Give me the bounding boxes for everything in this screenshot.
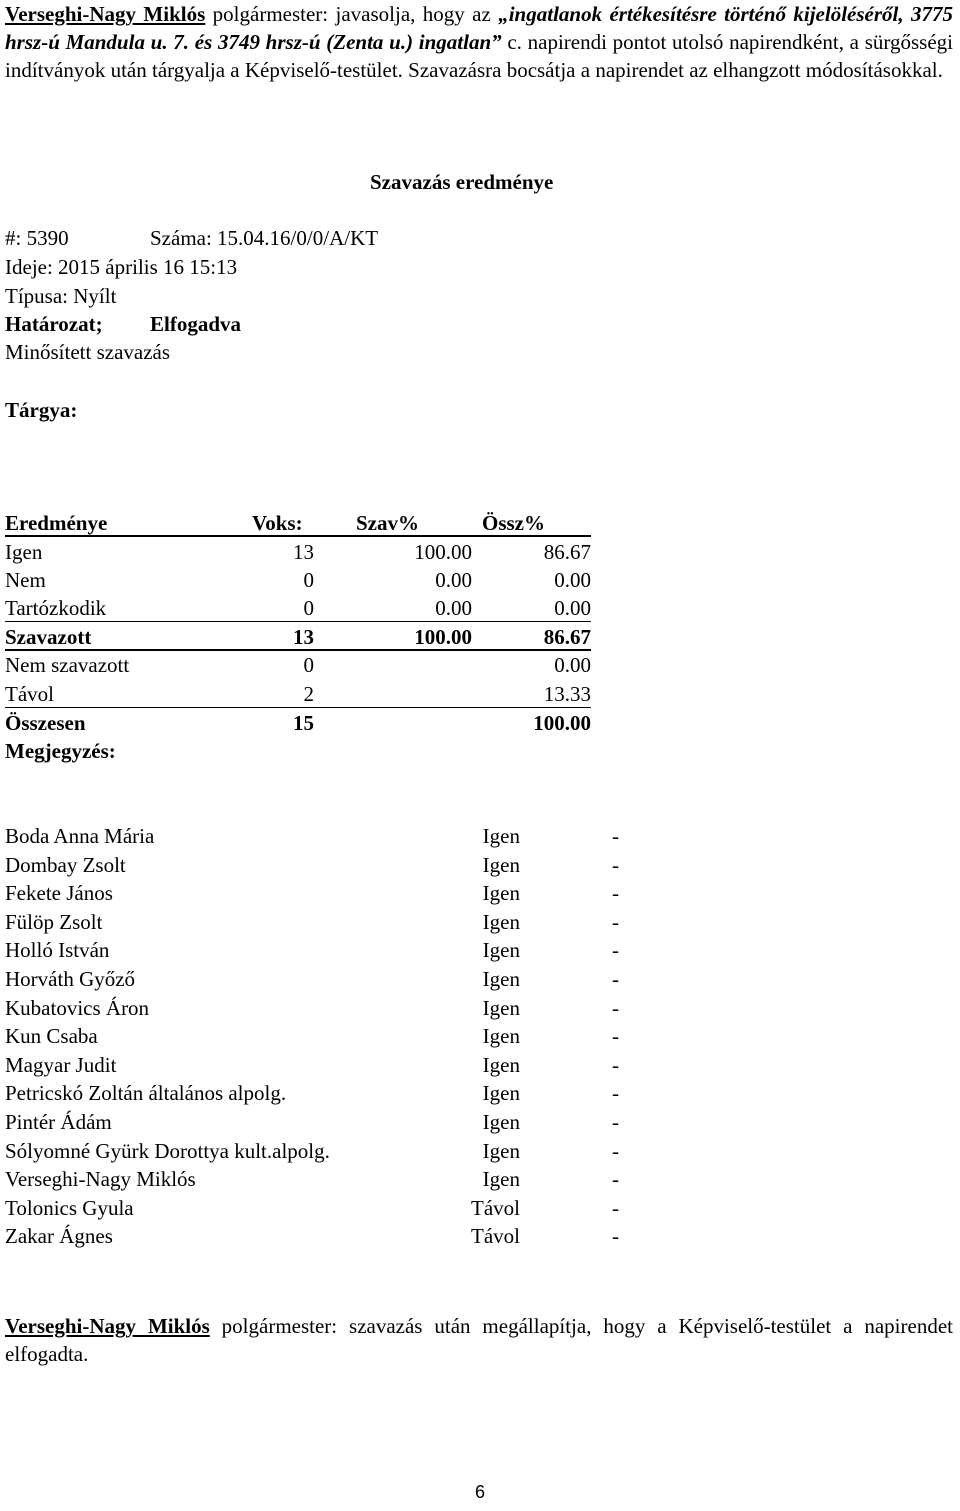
member-vote: Igen — [482, 967, 520, 991]
member-name: Holló István — [5, 938, 110, 962]
intro-rest: c. napirendi pontot utolsó napirendként, a sürgősségi indítványok után tárgyalja a Képviselő-testület. Szavazásra bocsátja a napirendet az elhangzott módosításokkal. — [5, 30, 953, 82]
row-label: Igen — [5, 540, 43, 564]
member-extra: - — [612, 996, 619, 1020]
row-ossz: 0.00 — [554, 596, 591, 620]
member-name: Tolonics Gyula — [5, 1196, 134, 1220]
vote-qualified: Minősített szavazás — [5, 340, 171, 364]
row-votes: 2 — [303, 682, 314, 706]
member-name: Verseghi-Nagy Miklós — [5, 1167, 196, 1191]
row-votes: 13 — [293, 540, 314, 564]
vote-id: #: 5390 — [5, 226, 69, 250]
member-name: Petricskó Zoltán általános alpolg. — [5, 1081, 287, 1105]
remarks-label: Megjegyzés: — [5, 739, 116, 763]
row-votes: 13 — [293, 625, 314, 649]
header-underline — [5, 535, 591, 537]
member-name: Boda Anna Mária — [5, 824, 155, 848]
row-votes: 0 — [303, 568, 314, 592]
member-extra: - — [612, 967, 619, 991]
row-label: Szavazott — [5, 625, 92, 649]
member-extra: - — [612, 824, 619, 848]
row-label: Nem — [5, 568, 46, 592]
vote-subject-label: Tárgya: — [5, 398, 78, 422]
row-votes: 15 — [293, 711, 314, 735]
member-extra: - — [612, 1110, 619, 1134]
member-name: Kubatovics Áron — [5, 996, 150, 1020]
member-extra: - — [612, 938, 619, 962]
member-vote: Távol — [471, 1196, 520, 1220]
row-ossz: 86.67 — [543, 625, 591, 649]
member-vote: Igen — [482, 1167, 520, 1191]
table-divider — [5, 621, 591, 622]
member-vote: Távol — [471, 1224, 520, 1248]
row-label: Tartózkodik — [5, 596, 107, 620]
member-vote: Igen — [482, 1024, 520, 1048]
row-votes: 0 — [303, 653, 314, 677]
member-name: Horváth Győző — [5, 967, 136, 991]
header-ossz-pct: Össz% — [482, 511, 545, 535]
member-name: Dombay Zsolt — [5, 853, 126, 877]
member-vote: Igen — [482, 938, 520, 962]
member-name: Magyar Judit — [5, 1053, 117, 1077]
vote-decision-status: Elfogadva — [150, 312, 242, 336]
intro-paragraph — [5, 0, 953, 84]
row-szav: 100.00 — [414, 540, 472, 564]
member-name: Kun Csaba — [5, 1024, 98, 1048]
member-extra: - — [612, 1081, 619, 1105]
row-votes: 0 — [303, 596, 314, 620]
member-extra: - — [612, 1167, 619, 1191]
row-ossz: 86.67 — [543, 540, 591, 564]
row-label: Távol — [5, 682, 54, 706]
row-szav: 0.00 — [435, 568, 472, 592]
intro-role: polgármester: javasolja, hogy az — [212, 2, 499, 26]
member-name: Pintér Ádám — [5, 1110, 112, 1134]
member-name: Sólyomné Gyürk Dorottya kult.alpolg. — [5, 1139, 330, 1163]
intro-speaker: Verseghi-Nagy Miklós — [5, 2, 206, 26]
member-vote: Igen — [482, 853, 520, 877]
closing-paragraph — [5, 1312, 953, 1368]
row-label: Nem szavazott — [5, 653, 130, 677]
member-extra: - — [612, 1196, 619, 1220]
header-eredmenye: Eredménye — [5, 511, 108, 535]
intro-agenda-title: „ingatlanok értékesítésre történő kijelöléséről, 3775 hrsz-ú Mandula u. 7. és 3749 hrsz-ú (Zenta u.) ingatlan” — [5, 2, 953, 54]
vote-type: Típusa: Nyílt — [5, 284, 117, 308]
member-extra: - — [612, 881, 619, 905]
member-name: Fülöp Zsolt — [5, 910, 103, 934]
member-vote: Igen — [482, 824, 520, 848]
vote-number: Száma: 15.04.16/0/0/A/KT — [150, 226, 379, 250]
vote-section-title: Szavazás eredménye — [370, 170, 554, 194]
vote-date: Ideje: 2015 április 16 15:13 — [5, 255, 238, 279]
member-extra: - — [612, 1224, 619, 1248]
row-ossz: 100.00 — [533, 711, 591, 735]
closing-text: polgármester: szavazás után megállapítja, hogy a Képviselő-testület a napirendet elfogadta. — [5, 1314, 953, 1366]
member-extra: - — [612, 910, 619, 934]
member-name: Zakar Ágnes — [5, 1224, 113, 1248]
row-ossz: 13.33 — [543, 682, 591, 706]
member-vote: Igen — [482, 1081, 520, 1105]
closing-speaker: Verseghi-Nagy Miklós — [5, 1314, 210, 1338]
member-extra: - — [612, 1139, 619, 1163]
vote-decision-type: Határozat; — [5, 312, 103, 336]
member-vote: Igen — [482, 996, 520, 1020]
header-voks: Voks: — [252, 511, 303, 535]
member-vote: Igen — [482, 881, 520, 905]
row-ossz: 0.00 — [554, 653, 591, 677]
row-szav: 100.00 — [414, 625, 472, 649]
member-vote: Igen — [482, 1110, 520, 1134]
member-extra: - — [612, 1024, 619, 1048]
header-szav-pct: Szav% — [356, 511, 419, 535]
row-ossz: 0.00 — [554, 568, 591, 592]
member-vote: Igen — [482, 1053, 520, 1077]
table-divider — [5, 707, 591, 708]
member-name: Fekete János — [5, 881, 113, 905]
member-extra: - — [612, 853, 619, 877]
row-szav: 0.00 — [435, 596, 472, 620]
page-number: 6 — [474, 1482, 485, 1502]
member-extra: - — [612, 1053, 619, 1077]
member-vote: Igen — [482, 910, 520, 934]
member-vote: Igen — [482, 1139, 520, 1163]
row-label: Összesen — [5, 711, 86, 735]
